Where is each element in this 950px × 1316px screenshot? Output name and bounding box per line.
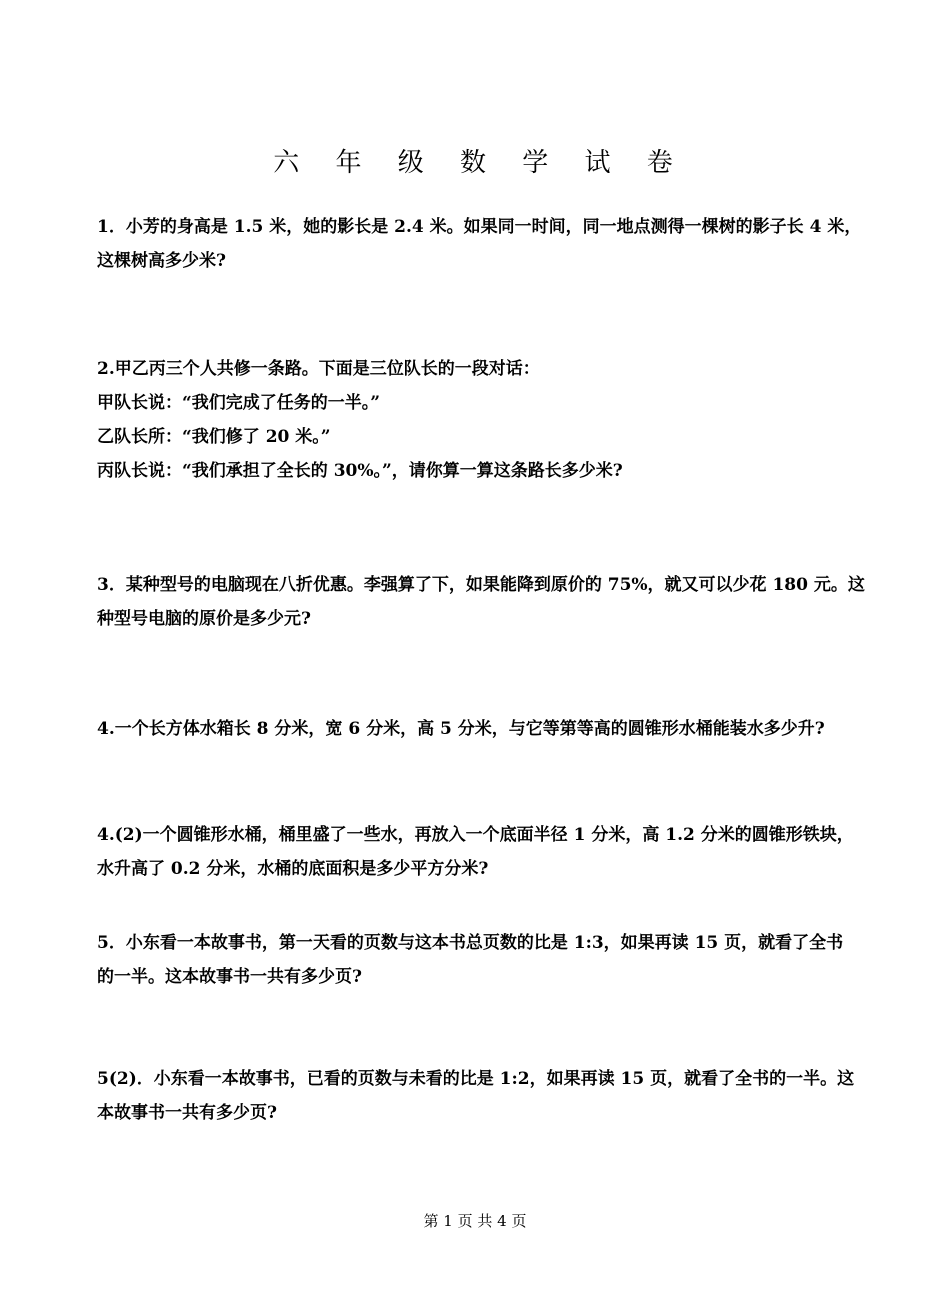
question-line: 的一半。这本故事书一共有多少页? — [97, 967, 362, 987]
question-line: 4.一个长方体水箱长 8 分米，宽 6 分米，高 5 分米，与它等第等高的圆锥形水桶能装水多少升? — [97, 719, 825, 739]
question-line: 本故事书一共有多少页? — [97, 1103, 277, 1123]
question-line: 这棵树高多少米? — [97, 251, 226, 271]
question-5-part-2 — [97, 1062, 857, 1130]
question-line: 丙队长说：“我们承担了全长的 30%。”，请你算一算这条路长多少米? — [97, 461, 623, 481]
question-line: 3．某种型号的电脑现在八折优惠。李强算了下，如果能降到原价的 75%，就又可以少花 180 元。这 — [97, 575, 865, 595]
question-1 — [97, 210, 862, 278]
question-line: 甲队长说：“我们完成了任务的一半。” — [97, 393, 381, 413]
question-line: 乙队长所：“我们修了 20 米。” — [97, 427, 331, 447]
question-line: 4.(2)一个圆锥形水桶，桶里盛了一些水，再放入一个底面半径 1 分米，高 1.2 分米的圆锥形铁块， — [97, 825, 854, 845]
question-5 — [97, 926, 857, 994]
question-3 — [97, 568, 865, 636]
page-number-footer: 第 1 页 共 4 页 — [423, 1212, 527, 1230]
question-4-part-2 — [97, 818, 857, 886]
question-line: 水升高了 0.2 分米，水桶的底面积是多少平方分米? — [97, 859, 489, 879]
question-4 — [97, 712, 857, 746]
question-line: 种型号电脑的原价是多少元? — [97, 609, 311, 629]
question-line: 2.甲乙丙三个人共修一条路。下面是三位队长的一段对话： — [97, 359, 540, 379]
question-line: 1．小芳的身高是 1.5 米，她的影长是 2.4 米。如果同一时间，同一地点测得一棵树的影子长 4 米， — [97, 217, 862, 237]
question-line: 5．小东看一本故事书，第一天看的页数与这本书总页数的比是 1:3，如果再读 15 页，就看了全书 — [97, 933, 844, 953]
question-line: 5(2)．小东看一本故事书，已看的页数与未看的比是 1:2，如果再读 15 页，就看了全书的一半。这 — [97, 1069, 855, 1089]
question-2 — [97, 352, 857, 488]
page-title: 六 年 级 数 学 试 卷 — [273, 148, 687, 178]
